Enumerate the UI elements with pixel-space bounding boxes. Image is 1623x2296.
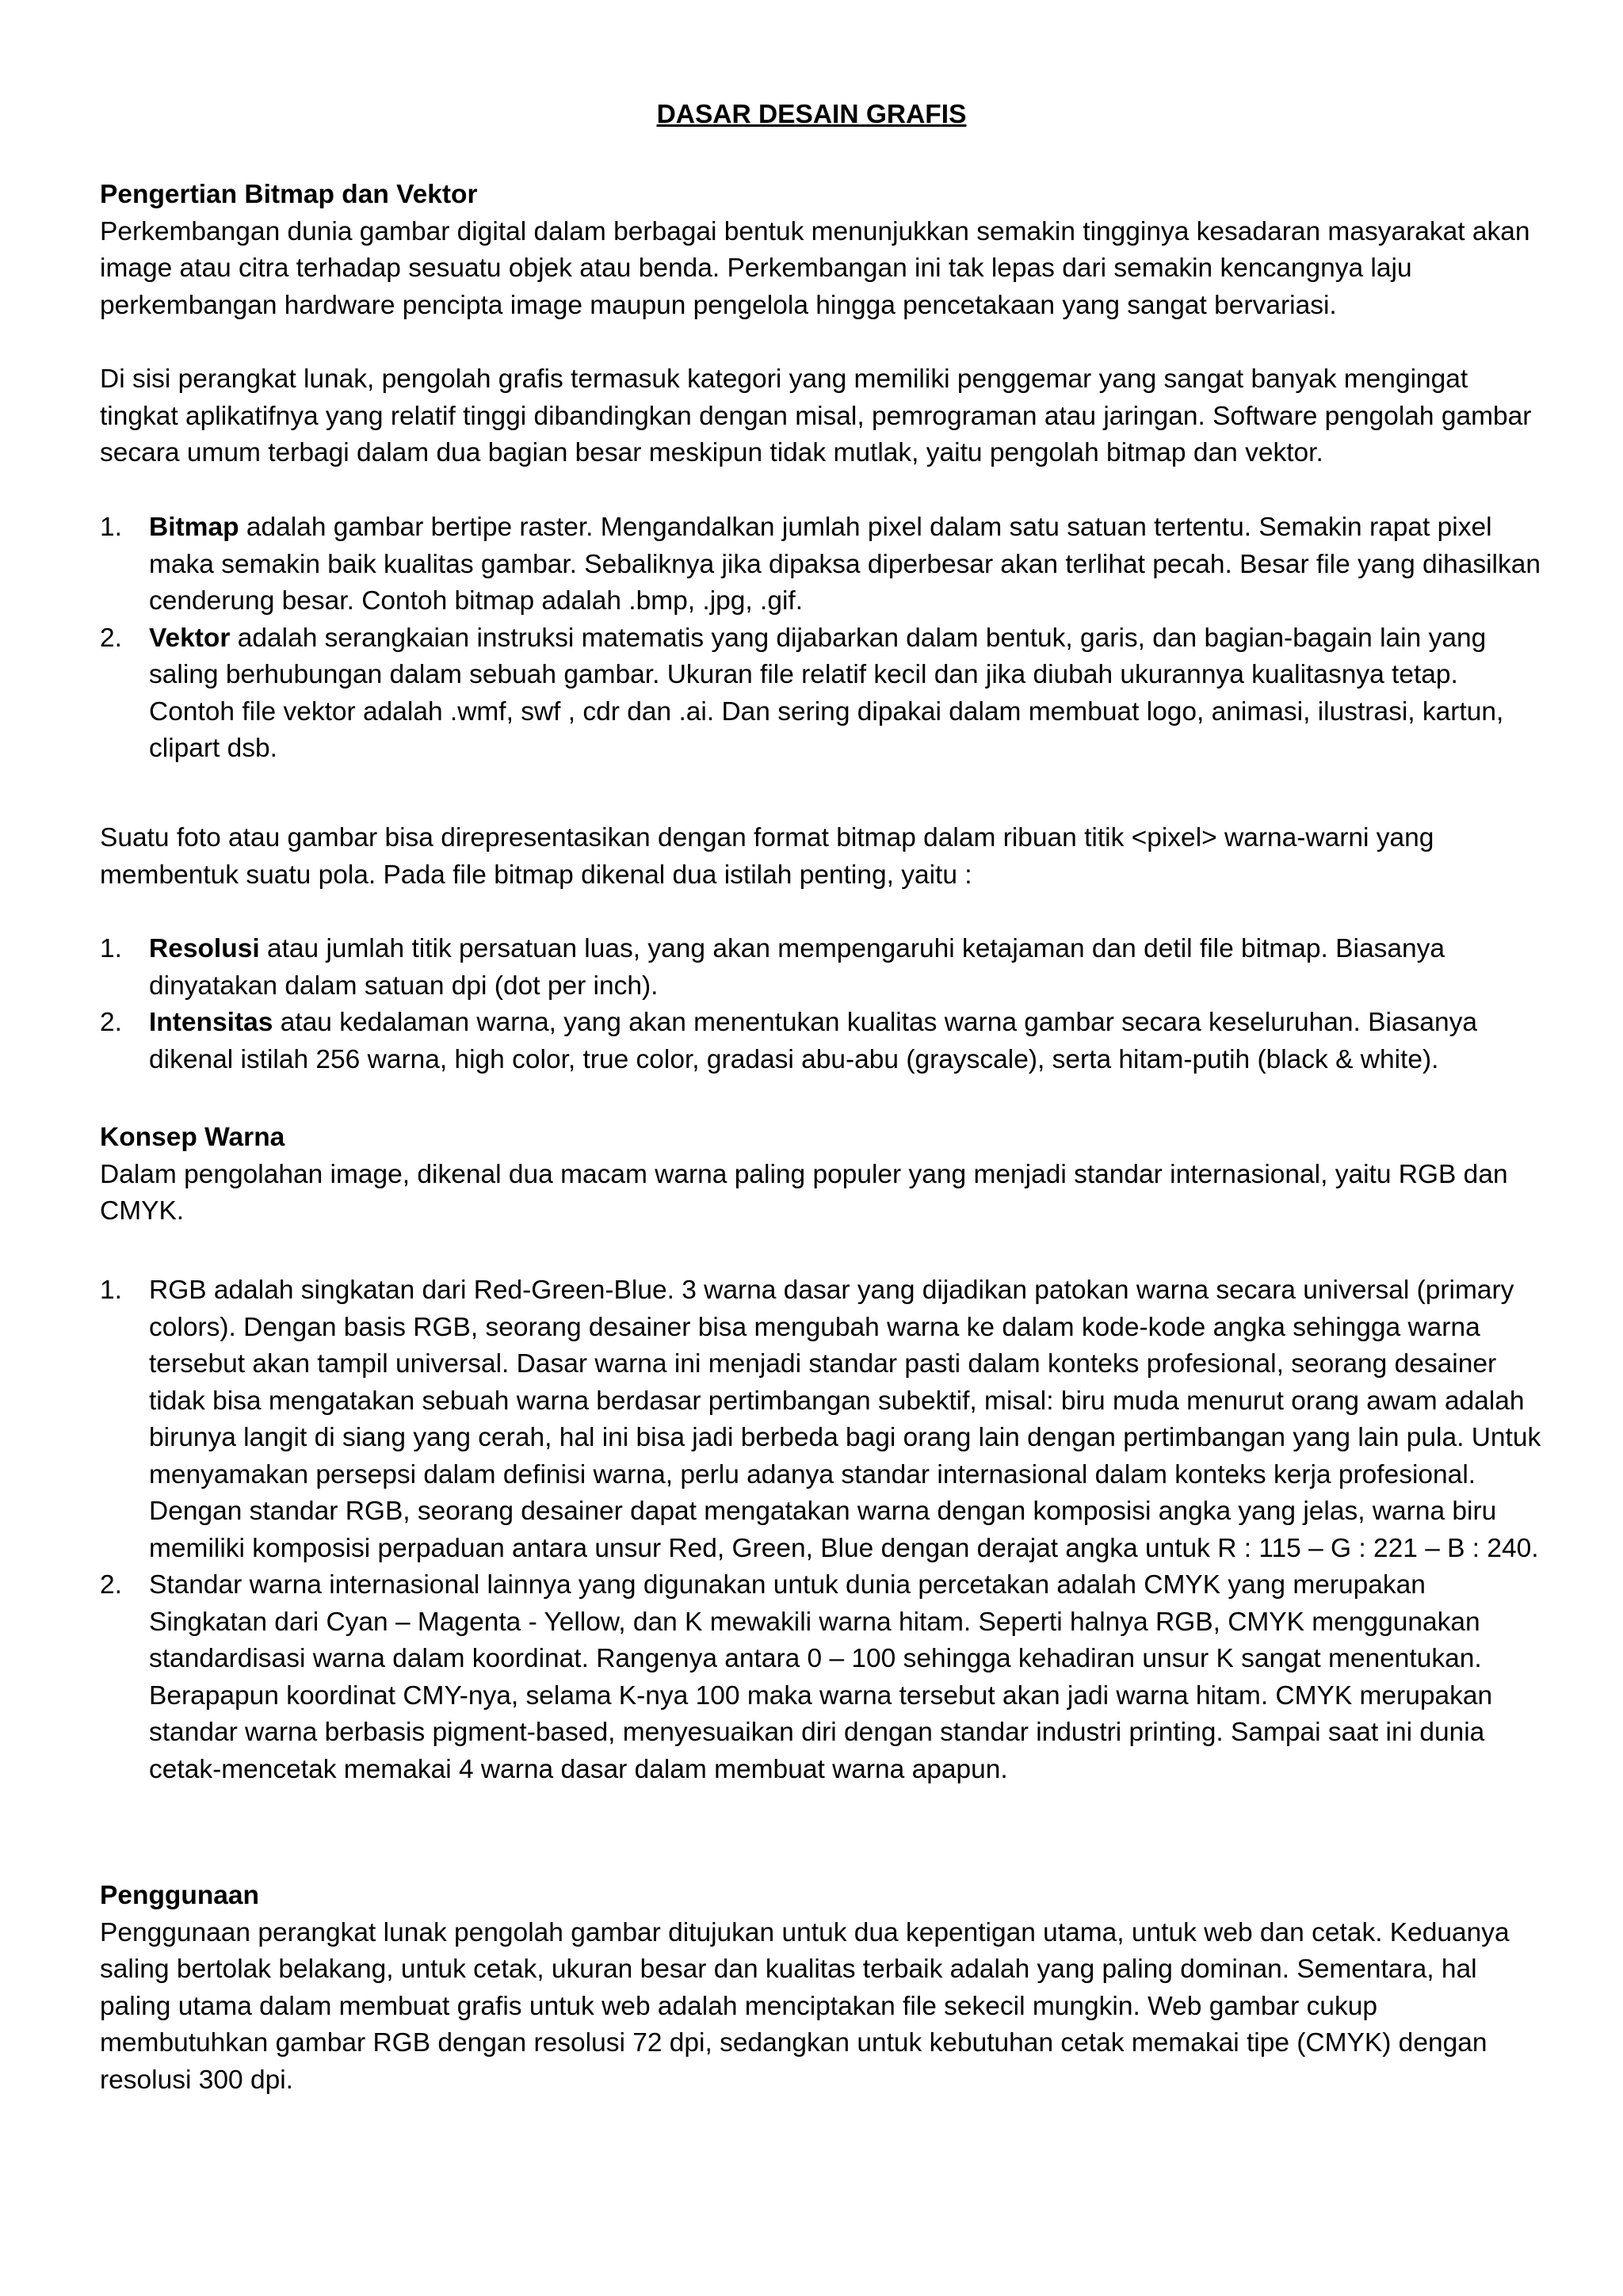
list-text: atau kedalaman warna, yang akan menentukan kualitas warna gambar secara keseluruhan. Biasanya dikenal istilah 256 warna, high color, true color, gradasi abu-abu (grayscale), serta hitam-putih (black & white). (149, 1008, 1477, 1074)
paragraph: Dalam pengolahan image, dikenal dua macam warna paling populer yang menjadi standar internasional, yaitu RGB dan CMYK. (100, 1159, 1508, 1226)
rgb-cmyk-list (100, 1272, 1550, 1788)
list-item (100, 509, 1550, 620)
bitmap-vektor-list (100, 509, 1550, 768)
list-item (100, 1005, 1550, 1078)
list-number: 2. (100, 1570, 122, 1600)
list-item (100, 620, 1550, 768)
term-bitmap: Bitmap (149, 513, 239, 542)
paragraph: Di sisi perangkat lunak, pengolah grafis termasuk kategori yang memiliki penggemar yang sangat banyak mengingat tingkat aplikatifnya yang relatif tinggi dibandingkan dengan misal, pemrograman atau jaringan. Software pengolah gambar secara umum terbagi dalam dua bagian besar meskipun tidak mutlak, yaitu pengolah bitmap dan vektor. (100, 364, 1532, 467)
list-item (100, 1567, 1550, 1788)
paragraph: Penggunaan perangkat lunak pengolah gambar ditujukan untuk dua kepentigan utama, untuk web dan cetak. Keduanya saling bertolak belakang, untuk cetak, ukuran besar dan kualitas terbaik adalah yang paling dominan. Sementara, hal paling utama dalam membuat grafis untuk web adalah menciptakan file sekecil mungkin. Web gambar cukup membutuhkan gambar RGB dengan resolusi 72 dpi, sedangkan untuk kebutuhan cetak memakai tipe (CMYK) dengan resolusi 300 dpi. (100, 1917, 1510, 2095)
list-text: adalah serangkaian instruksi matematis yang dijabarkan dalam bentuk, garis, dan bagian-bagain lain yang saling berhubungan dalam sebuah gambar. Ukuran file relatif kecil dan jika diubah ukurannya kualitasnya tetap. Contoh file vektor adalah .wmf, swf , cdr dan .ai. Dan sering dipakai dalam membuat logo, animasi, ilustrasi, kartun, clipart dsb. (149, 623, 1504, 763)
resolusi-intensitas-list (100, 931, 1550, 1078)
section-bitmap-vektor (100, 177, 1550, 324)
section-konsep-warna (100, 1119, 1550, 1230)
term-vektor: Vektor (149, 623, 231, 653)
paragraph-block (100, 361, 1550, 472)
paragraph-block (100, 820, 1550, 894)
section-heading: Penggunaan (100, 1881, 260, 1910)
list-number: 2. (100, 623, 122, 653)
list-text: RGB adalah singkatan dari Red-Green-Blue. 3 warna dasar yang dijadikan patokan warna secara universal (primary colors). Dengan basis RGB, seorang desainer bisa mengubah warna ke dalam kode-kode angka sehingga warna tersebut akan tampil universal. Dasar warna ini menjadi standar pasti dalam konteks profesional, seorang desainer tidak bisa mengatakan sebuah warna berdasar pertimbangan subektif, misal: biru muda menurut orang awam adalah birunya langit di siang yang cerah, hal ini bisa jadi berbeda bagi orang lain dengan pertimbangan yang lain pula. Untuk menyamakan persepsi dalam definisi warna, perlu adanya standar internasional dalam konteks kerja profesional. Dengan standar RGB, seorang desainer dapat mengatakan warna dengan komposisi angka yang jelas, warna biru memiliki komposisi perpaduan antara unsur Red, Green, Blue dengan derajat angka untuk R : 115 – G : 221 – B : 240. (149, 1276, 1541, 1563)
list-item (100, 1272, 1550, 1567)
page-title: DASAR DESAIN GRAFIS (656, 100, 967, 129)
paragraph: Perkembangan dunia gambar digital dalam berbagai bentuk menunjukkan semakin tingginya kesadaran masyarakat akan image atau citra terhadap sesuatu objek atau benda. Perkembangan ini tak lepas dari semakin kencangnya laju perkembangan hardware pencipta image maupun pengelola hingga pencetakaan yang sangat bervariasi. (100, 216, 1530, 320)
list-number: 1. (100, 934, 122, 963)
section-penggunaan (100, 1878, 1550, 2099)
paragraph: Suatu foto atau gambar bisa direpresentasikan dengan format bitmap dalam ribuan titik <pixel> warna-warni yang membentuk suatu pola. Pada file bitmap dikenal dua istilah penting, yaitu : (100, 823, 1434, 890)
list-text: Standar warna internasional lainnya yang digunakan untuk dunia percetakan adalah CMYK yang merupakan Singkatan dari Cyan – Magenta - Yellow, dan K mewakili warna hitam. Seperti halnya RGB, CMYK menggunakan standardisasi warna dalam koordinat. Rangenya antara 0 – 100 sehingga kehadiran unsur K sangat menentukan. Berapapun koordinat CMY-nya, selama K-nya 100 maka warna tersebut akan jadi warna hitam. CMYK merupakan standar warna berbasis pigment-based, menyesuaikan diri dengan standar industri printing. Sampai saat ini dunia cetak-mencetak memakai 4 warna dasar dalam membuat warna apapun. (149, 1570, 1493, 1784)
list-text: atau jumlah titik persatuan luas, yang akan mempengaruhi ketajaman dan detil file bitmap. Biasanya dinyatakan dalam satuan dpi (dot per inch). (149, 934, 1445, 1001)
list-item (100, 931, 1550, 1005)
list-number: 1. (100, 513, 122, 542)
term-intensitas: Intensitas (149, 1008, 273, 1037)
section-heading: Konsep Warna (100, 1123, 285, 1152)
term-resolusi: Resolusi (149, 934, 260, 963)
list-number: 1. (100, 1276, 122, 1305)
list-text: adalah gambar bertipe raster. Mengandalkan jumlah pixel dalam satu satuan tertentu. Semakin rapat pixel maka semakin baik kualitas gambar. Sebaliknya jika dipaksa diperbesar akan terlihat pecah. Besar file yang dihasilkan cenderung besar. Contoh bitmap adalah .bmp, .jpg, .gif. (149, 513, 1541, 616)
list-number: 2. (100, 1008, 122, 1037)
section-heading: Pengertian Bitmap dan Vektor (100, 180, 478, 209)
